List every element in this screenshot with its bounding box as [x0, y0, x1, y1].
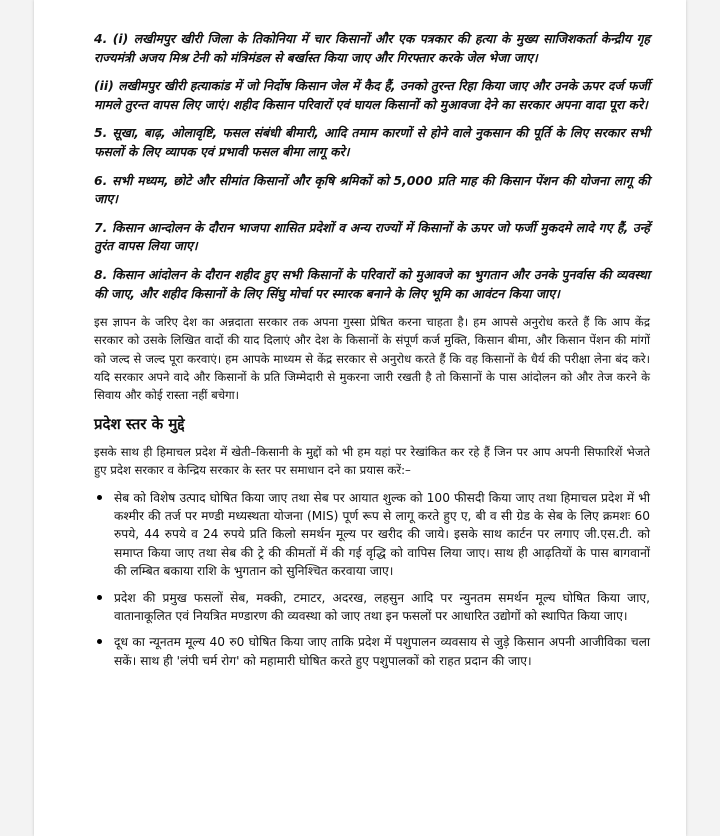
- demand-8: 8. किसान आंदोलन के दौरान शहीद हुए सभी किसानों के परिवारों को मुआवजे का भुगतान और उनके पुनर्वास की व्यवस्था की जाए, और शहीद किसानों के लिए सिंघु मोर्चा पर स्मारक बनाने के लिए भूमि का आवंटन किया जाए।: [94, 266, 651, 301]
- bullet-icon: [97, 639, 102, 644]
- state-issues-intro: इसके साथ ही हिमाचल प्रदेश में खेती–किसानी के मुद्दों को भी हम यहां पर रेखांकित कर रहे हैं जिन पर आप अपनी सिफारिशें भेजते हुए प्रदेश सरकार व केन्द्रिय सरकार के स्तर पर समाधान दने का प्रयास करें:–: [94, 445, 650, 478]
- demand-7: 7. किसान आन्दोलन के दौरान भाजपा शासित प्रदेशों व अन्य राज्यों में किसानों के ऊपर जो फर्जी मुकदमे लादे गए हैं, उन्हें तुरंत वापस लिया जाए।: [94, 219, 650, 254]
- memo-paragraph: इस ज्ञापन के जरिए देश का अन्नदाता सरकार तक अपना गुस्सा प्रेषित करना चाहता है। हम आपसे अनुरोध करते हैं कि आप केंद्र सरकार को उसके लिखित वादों की याद दिलाएं और देश के किसानों के संपूर्ण कर्ज मुक्ति, किसान बीमा, और किसान पेंशन की मांगों को जल्द से जल्द पूरा करवाएं। हम आपके माध्यम से केंद्र सरकार से अनुरोध करते हैं कि वह किसानों के धैर्य की परीक्षा लेना बंद करे। यदि सरकार अपने वादे और किसानों के प्रति जिम्मेदारी से मुकरना जारी रखती है तो किसानों के पास आंदोलन को और तेज करने के सिवाय और कोई रास्ता नहीं बचेगा।: [94, 315, 650, 402]
- bullet-icon: [97, 595, 102, 600]
- list-item-text: सेब को विशेष उत्पाद घोषित किया जाए तथा सेब पर आयात शुल्क को 100 फीसदी किया जाए तथा हिमाचल प्रदेश में भी कश्मीर की तर्ज पर मण्डी मध्यस्थता योजना (MIS) पूर्ण रूप से लागू करते हुए ए, बी व सी ग्रेड के सेब के लिए क्रमशः 60 रुपये, 44 रुपये व 24 रुपये प्रति किलो समर्थन मूल्य पर खरीद की जाये। इसके साथ कार्टन पर लगाए जी.एस.टी. को समाप्त किया जाए तथा सेब की ट्रे की कीमतों में की गई वृद्धि को वापिस लिया जाए। साथ ही आढ़तियों के पास बागवानों की लम्बित बकाया राशि के भुगतान को सुनिश्चित करवाया जाए।: [114, 490, 650, 579]
- demand-5: 5. सूखा, बाढ़, ओलावृष्टि, फसल संबंधी बीमारी, आदि तमाम कारणों से होने वाले नुकसान की पूर्ति के लिए सरकार सभी फसलों के लिए व्यापक एवं प्रभावी फसल बीमा लागू करे।: [94, 125, 650, 159]
- state-issues-list: [94, 489, 650, 671]
- document-content: [94, 30, 650, 678]
- demand-4-ii: (ii) लखीमपुर खीरी हत्याकांड में जो निर्दोष किसान जेल में कैद हैं, उनको तुरन्त रिहा किया जाए और उनके ऊपर दर्ज फर्जी मामले तुरन्त वापस लिए जाएं। शहीद किसान परिवारों एवं घायल किसानों को मुआवजा देने का सरकार अपना वादा पूरा करे।: [94, 78, 650, 112]
- document-page: [34, 0, 686, 836]
- list-item: [94, 633, 650, 670]
- state-issues-heading: प्रदेश स्तर के मुद्दे: [94, 415, 185, 434]
- list-item: [94, 489, 650, 581]
- demand-6: 6. सभी मध्यम, छोटे और सीमांत किसानों और कृषि श्रमिकों को 5,000 प्रति माह की किसान पेंशन की योजना लागू की जाए।: [94, 172, 650, 207]
- demand-4-i: 4. (i) लखीमपुर खीरी जिला के तिकोनिया में चार किसानों और एक पत्रकार की हत्या के मुख्य साजिशकर्ता केन्द्रीय गृह राज्यमंत्री अजय मिश्र टेनी को मंत्रिमंडल से बर्खास्त किया जाए और गिरफ्तार करके जेल भेजा जाए।: [94, 31, 650, 65]
- list-item: [94, 589, 650, 626]
- list-item-text: दूध का न्यूनतम मूल्य 40 रु0 घोषित किया जाए ताकि प्रदेश में पशुपालन व्यवसाय से जुड़े किसान अपनी आजीविका चला सकें। साथ ही 'लंपी चर्म रोग' को महामारी घोषित करते हुए पशुपालकों को राहत प्रदान की जाए।: [114, 635, 650, 668]
- bullet-icon: [97, 495, 102, 500]
- list-item-text: प्रदेश की प्रमुख फसलों सेब, मक्की, टमाटर, अदरख, लहसुन आदि पर न्युनतम समर्थन मूल्य घोषित किया जाए, वातानाकूलित एवं नियत्रित मण्डारण की व्यवस्था को जाए तथा इन फसलों पर आधारित उद्योगों को स्थापित किया जाए।: [114, 590, 650, 623]
